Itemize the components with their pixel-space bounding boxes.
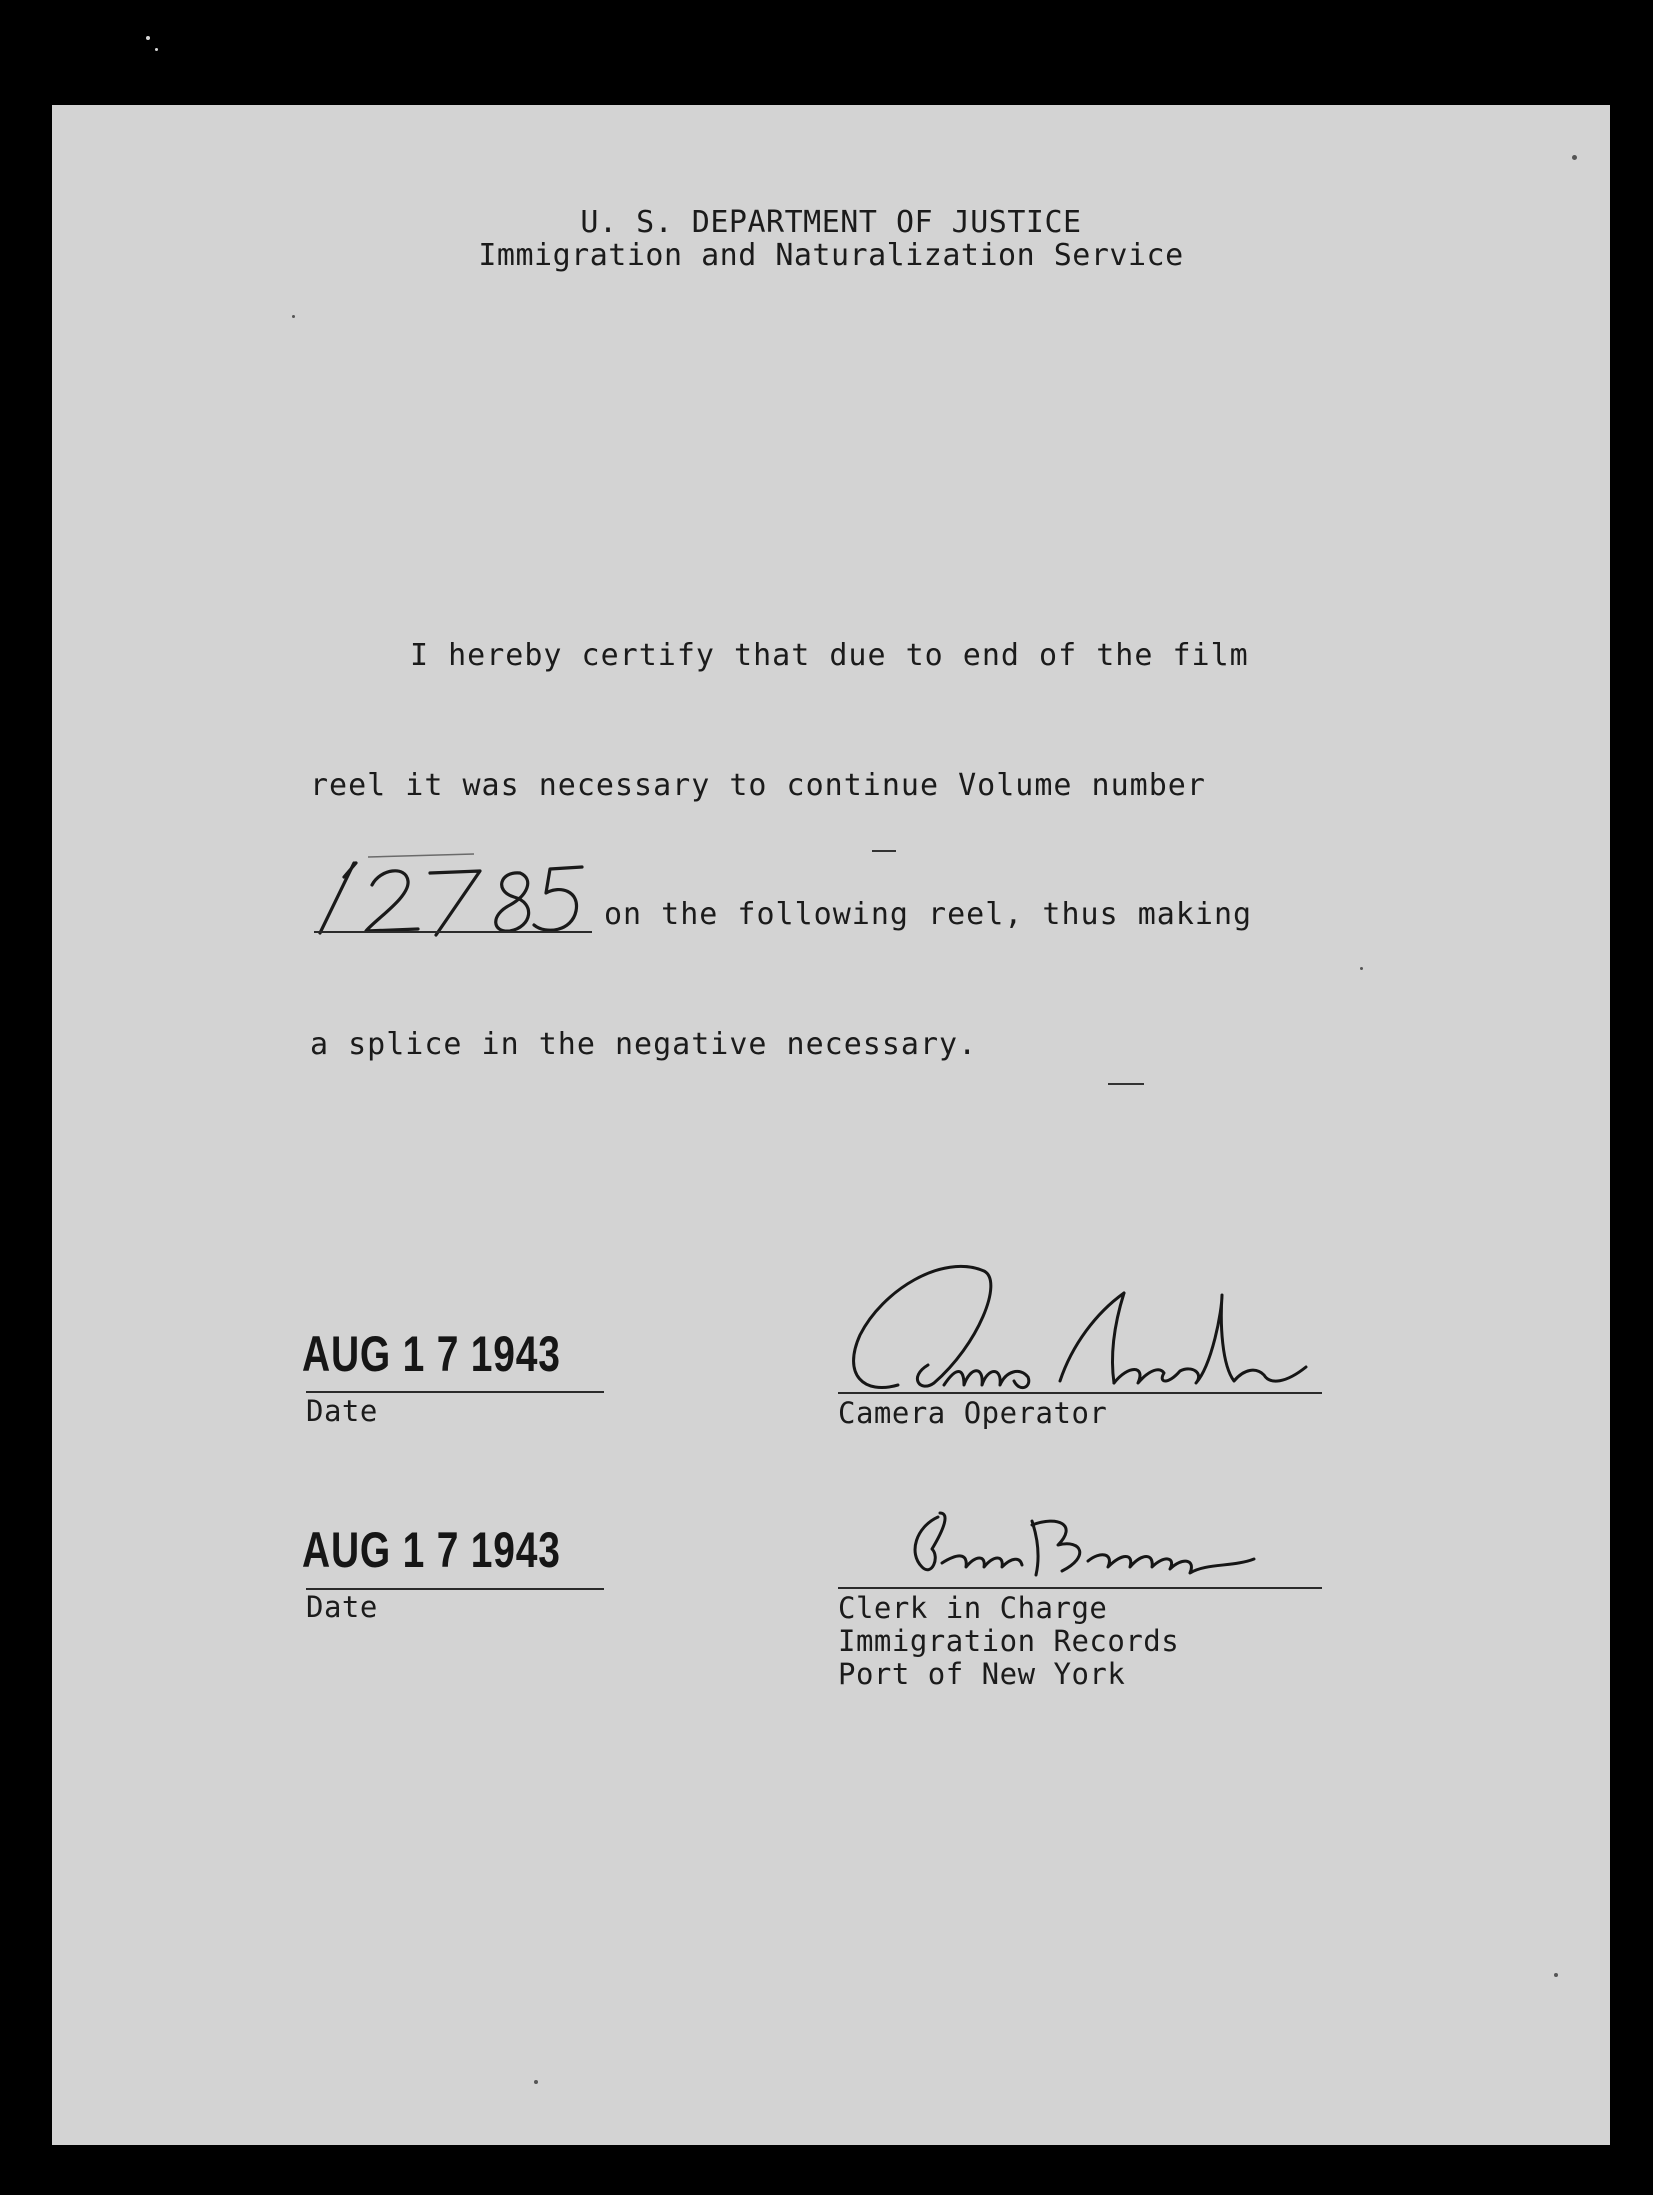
film-speck <box>146 36 150 40</box>
clerk-line <box>838 1587 1322 1589</box>
page-speck <box>534 2080 538 2084</box>
certificate-line-1: I hereby certify that due to end of the film <box>410 638 1249 673</box>
page-speck <box>1572 155 1577 160</box>
service-heading: Immigration and Naturalization Service <box>478 238 1184 273</box>
date-line <box>306 1391 604 1393</box>
camera-operator-signature <box>824 1255 1384 1405</box>
certificate-line-3: on the following reel, thus making <box>604 897 1253 932</box>
certificate-line-2: reel it was necessary to continue Volume number <box>310 768 1206 803</box>
film-speck <box>155 48 158 51</box>
date-label: Date <box>306 1590 378 1624</box>
handwritten-volume-number <box>314 853 592 939</box>
certificate-line-4: a splice in the negative necessary. <box>310 1027 978 1062</box>
date-stamp: AUG 1 7 1943 <box>302 1326 561 1382</box>
camera-operator-line <box>838 1392 1322 1394</box>
date-label: Date <box>306 1394 378 1428</box>
agency-heading: U. S. DEPARTMENT OF JUSTICE <box>580 205 1082 240</box>
date-stamp: AUG 1 7 1943 <box>302 1522 561 1578</box>
volume-number-underline <box>314 931 592 933</box>
clerk-department: Immigration Records <box>838 1624 1180 1658</box>
stray-ink-mark <box>1108 1083 1144 1085</box>
clerk-location: Port of New York <box>838 1657 1126 1691</box>
camera-operator-label: Camera Operator <box>838 1396 1108 1430</box>
stray-ink-mark <box>872 850 896 852</box>
page-speck <box>1554 1973 1558 1977</box>
clerk-title: Clerk in Charge <box>838 1591 1108 1625</box>
page-speck <box>292 315 295 318</box>
page-speck <box>1360 967 1363 970</box>
document-page <box>52 105 1610 2145</box>
